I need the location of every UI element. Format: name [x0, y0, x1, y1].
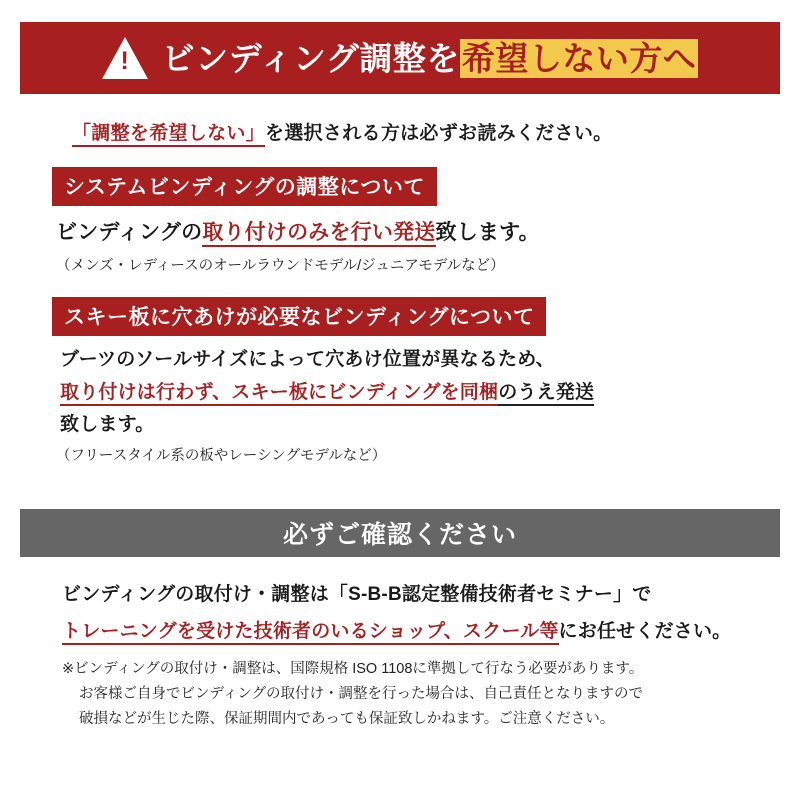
block2-line3: 致します。 — [60, 414, 155, 435]
block-drilling-binding — [42, 293, 758, 465]
confirm-body — [20, 557, 780, 739]
warning-triangle-icon: ! — [102, 37, 148, 79]
banner-title-plain: ビンディング調整を — [161, 39, 460, 77]
block2-line2-rest: のうえ発送 — [498, 382, 594, 406]
confirm-note-line2: お客様ご自身でビンディングの取付け・調整を行った場合は、自己責任となりますので — [79, 685, 644, 702]
block2-heading: スキー板に穴あけが必要なビンディングについて — [52, 297, 546, 336]
confirm-heading: 必ずご確認ください — [20, 509, 780, 557]
block2-line2-underlined: 取り付けは行わず、スキー板にビンディングを同梱 — [60, 382, 498, 406]
block1-main-suffix: 致します。 — [435, 221, 540, 244]
lead-text — [72, 118, 758, 145]
block-system-binding — [42, 163, 758, 275]
block1-main-prefix: ビンディングの — [56, 221, 203, 244]
block2-line2 — [60, 379, 758, 408]
section-confirm — [20, 509, 780, 739]
confirm-note-line3: 破損などが生じた際、保証期間内であっても保証致しかねます。ご注意ください。 — [79, 711, 615, 728]
confirm-line2-underlined: トレーニングを受けた技術者のいるショップ、スクール等 — [62, 621, 559, 645]
confirm-line2-rest: にお任せください。 — [558, 620, 732, 642]
block2-sub-note: （フリースタイル系の板やレーシングモデルなど） — [56, 447, 387, 464]
block1-heading: システムビンディングの調整について — [52, 167, 437, 206]
lead-rest: を選択される方は必ずお読みください。 — [265, 123, 613, 144]
confirm-line1: ビンディングの取付け・調整は「S-B-B認定整備技術者セミナー」で — [62, 583, 652, 605]
block2-line1: ブーツのソールサイズによって穴あけ位置が異なるため、 — [60, 349, 555, 370]
section-binding-adjustment — [20, 94, 780, 485]
lead-underlined: 「調整を希望しない」 — [72, 123, 265, 147]
confirm-note — [62, 657, 756, 733]
block1-sub-note: （メンズ・レディースのオールラウンドモデル/ジュニアモデルなど） — [56, 258, 505, 274]
block1-main-underlined: 取り付けのみを行い発送 — [202, 221, 435, 247]
warning-banner — [20, 22, 780, 94]
banner-title — [161, 39, 699, 77]
block1-main-line — [56, 216, 758, 246]
confirm-line2 — [62, 616, 756, 643]
banner-title-highlight: 希望しない方へ — [461, 39, 697, 77]
confirm-note-line1: ※ビンディングの取付け・調整は、国際規格 ISO 1108に準拠して行なう必要があります。 — [62, 660, 644, 677]
